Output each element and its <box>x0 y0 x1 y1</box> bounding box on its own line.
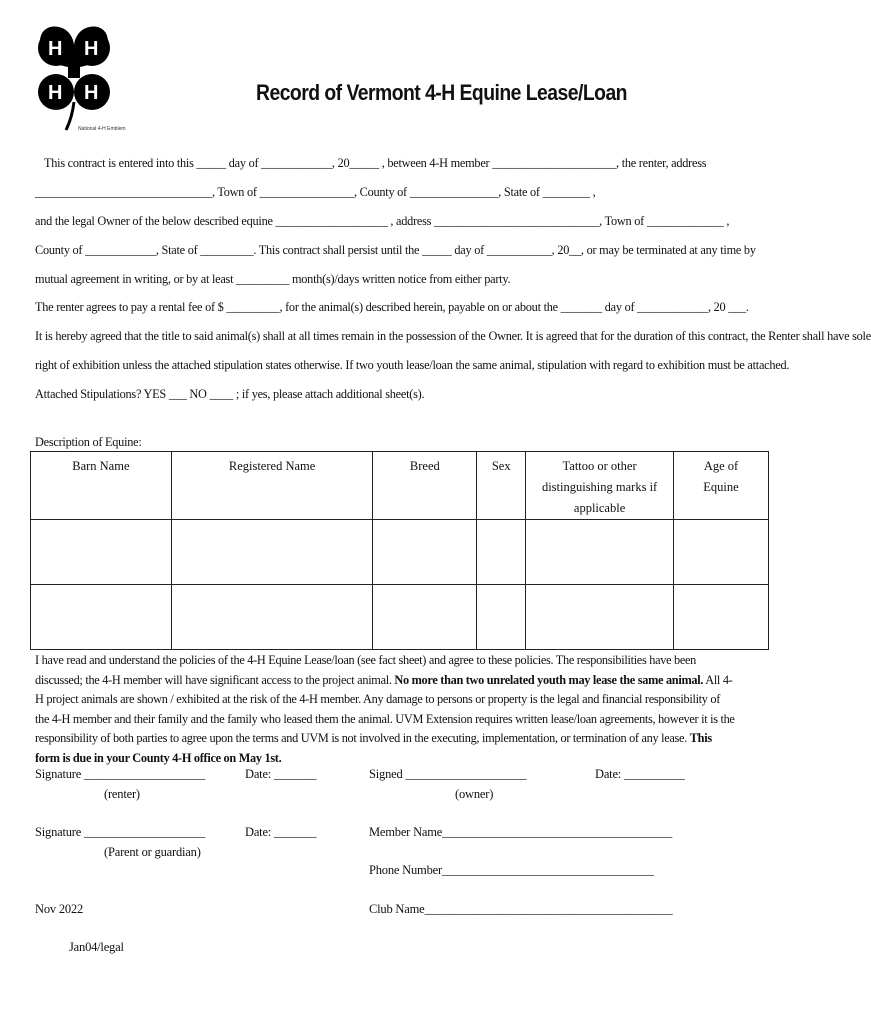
column-header-breed: Breed <box>373 452 477 520</box>
footer-date: Nov 2022 <box>35 902 84 916</box>
registered-name-cell[interactable] <box>171 585 373 650</box>
contract-line-9: Attached Stipulations? YES ___ NO ____ ; if yes, please attach additional sheet(s). <box>35 387 425 401</box>
barn-name-cell[interactable] <box>31 585 172 650</box>
contract-line-2: ______________________________, Town of ________________, County of _______________, State of ________ , <box>35 185 596 199</box>
renter-date-field[interactable]: Date: _______ <box>245 767 317 781</box>
club-name-field[interactable]: Club Name_________________________________________ <box>369 902 673 916</box>
svg-text:H: H <box>48 38 63 60</box>
page-title: Record of Vermont 4-H Equine Lease/Loan <box>256 80 627 105</box>
age-cell[interactable] <box>674 520 769 585</box>
breed-cell[interactable] <box>373 520 477 585</box>
member-name-field[interactable]: Member Name______________________________________ <box>369 825 673 839</box>
owner-date-field[interactable]: Date: __________ <box>595 767 685 781</box>
table-header-row <box>31 452 769 520</box>
svg-text:H: H <box>84 38 99 60</box>
contract-line-8: right of exhibition unless the attached stipulation states otherwise. If two youth lease/loan the same animal, stipulation with regard to exhibition must be attached. <box>35 358 790 372</box>
four-h-clover-icon <box>28 22 120 142</box>
four-h-clover-logo <box>28 22 126 142</box>
table-row <box>31 520 769 585</box>
renter-signature-field[interactable]: Signature ____________________ <box>35 767 206 781</box>
table-row <box>31 585 769 650</box>
breed-cell[interactable] <box>373 585 477 650</box>
guardian-date-field[interactable]: Date: _______ <box>245 825 317 839</box>
column-header-sex: Sex <box>477 452 526 520</box>
svg-text:H: H <box>84 82 99 104</box>
renter-role-label: (renter) <box>104 787 140 801</box>
contract-line-1: This contract is entered into this _____ day of ____________, 20_____ , between 4-H member _____________________, the renter, address <box>44 156 707 170</box>
owner-signature-field[interactable]: Signed ____________________ <box>369 767 527 781</box>
agreement-text-2: All 4-H project animals are shown / exhibited at the risk of the 4-H member. Any damage to persons or property is the legal and financial responsibility of the 4-H member and their family and the family who leased them the animal. UVM Extension requires written lease/loan agreements, however it is the responsibility of both parties to agree upon the terms and UVM is not involved in the executing, implementation, or termination of any lease. <box>35 672 735 746</box>
logo-tagline: National 4-H Emblem <box>78 126 126 132</box>
footer-code: Jan04/legal <box>69 940 124 954</box>
column-header-registered-name: Registered Name <box>171 452 373 520</box>
owner-role-label: (owner) <box>455 787 494 801</box>
column-header-marks: Tattoo or other distinguishing marks if applicable <box>526 452 674 520</box>
description-label: Description of Equine: <box>35 435 142 449</box>
age-cell[interactable] <box>674 585 769 650</box>
contract-line-3: and the legal Owner of the below described equine ___________________ , address ____________________________, Town of _____________ , <box>35 214 730 228</box>
barn-name-cell[interactable] <box>31 520 172 585</box>
registered-name-cell[interactable] <box>171 520 373 585</box>
svg-text:H: H <box>48 82 63 104</box>
agreement-bold-1: No more than two unrelated youth may lease the same animal. <box>394 672 704 687</box>
marks-cell[interactable] <box>526 585 674 650</box>
agreement-text-1: I have read and understand the policies of the 4-H Equine Lease/loan (see fact sheet) and agree to these policies. The responsibilities have been discussed; the 4-H member will have significant access to the project animal. <box>35 653 697 687</box>
phone-number-field[interactable]: Phone Number___________________________________ <box>369 863 654 877</box>
sex-cell[interactable] <box>477 520 526 585</box>
contract-line-5: mutual agreement in writing, or by at least _________ month(s)/days written notice from either party. <box>35 272 511 286</box>
guardian-role-label: (Parent or guardian) <box>104 845 201 859</box>
guardian-signature-field[interactable]: Signature ____________________ <box>35 825 206 839</box>
agreement-bold-2: This form is due in your County 4-H office on May 1st. <box>35 731 712 765</box>
column-header-age: Age of Equine <box>674 452 769 520</box>
contract-line-6: The renter agrees to pay a rental fee of $ _________, for the animal(s) described herein, payable on or about the _______ day of ____________, 20 ___. <box>35 300 749 314</box>
marks-cell[interactable] <box>526 520 674 585</box>
contract-line-7: It is hereby agreed that the title to said animal(s) shall at all times remain in the possession of the Owner. It is agreed that for the duration of this contract, the Renter shall have sole <box>35 329 871 343</box>
column-header-barn-name: Barn Name <box>31 452 172 520</box>
sex-cell[interactable] <box>477 585 526 650</box>
equine-description-table <box>30 451 769 650</box>
agreement-paragraph <box>35 651 735 769</box>
contract-line-4: County of ____________, State of _________. This contract shall persist until the _____ day of ___________, 20__, or may be terminated at any time by <box>35 243 756 257</box>
